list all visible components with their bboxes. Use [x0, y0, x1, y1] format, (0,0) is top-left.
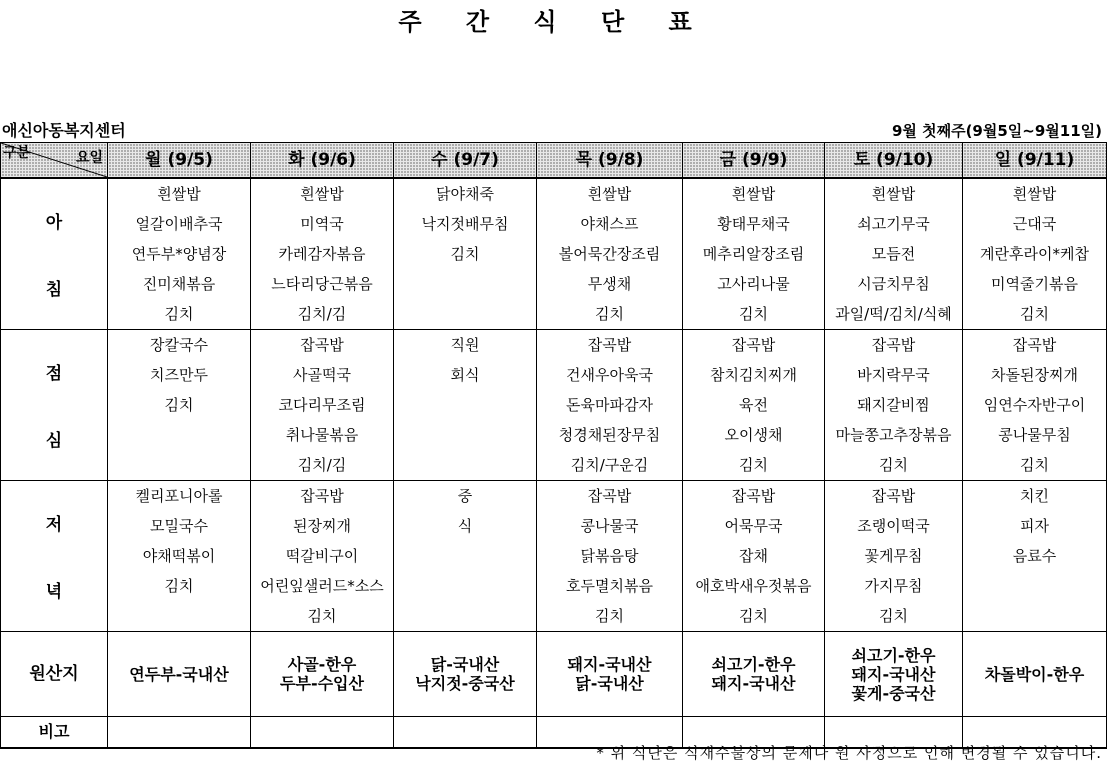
- menu-item: 마늘쫑고추장볶음: [825, 420, 963, 450]
- menu-item: 진미채볶음: [108, 269, 251, 299]
- menu-body: [1, 178, 1107, 632]
- menu-item: 잡곡밥: [825, 481, 963, 512]
- menu-row: [1, 330, 1107, 361]
- menu-item: 김치: [108, 390, 251, 420]
- meal-label: [1, 178, 108, 330]
- menu-item: 볼어묵간장조림: [537, 239, 683, 269]
- menu-item: 치즈만두: [108, 360, 251, 390]
- day-header: 수 (9/7): [394, 143, 537, 179]
- menu-item: 야채떡볶이: [108, 541, 251, 571]
- menu-item: 떡갈비구이: [251, 541, 394, 571]
- menu-row: [1, 541, 1107, 571]
- menu-item: 건새우아욱국: [537, 360, 683, 390]
- note-cell: [251, 717, 394, 749]
- menu-item: 김치: [251, 601, 394, 632]
- note-cell: [394, 717, 537, 749]
- menu-item: 잡곡밥: [683, 330, 825, 361]
- day-header: 금 (9/9): [683, 143, 825, 179]
- week-label: 9월 첫째주(9월5일~9월11일): [891, 122, 1102, 140]
- menu-item: 김치: [963, 450, 1107, 481]
- menu-item: 닭볶음탕: [537, 541, 683, 571]
- note-label: 비고: [1, 717, 108, 749]
- meal-label-bottom: 심: [45, 431, 63, 451]
- center-name: 애신아동복지센터: [2, 121, 126, 140]
- menu-item: 코다리무조림: [251, 390, 394, 420]
- origin-cell: [394, 632, 537, 717]
- menu-item: 사골떡국: [251, 360, 394, 390]
- menu-item: 흰쌀밥: [683, 178, 825, 209]
- menu-item: 임연수자반구이: [963, 390, 1107, 420]
- menu-item: 회식: [394, 360, 537, 390]
- menu-item: 느타리당근볶음: [251, 269, 394, 299]
- menu-item: [394, 450, 537, 481]
- menu-item: [963, 571, 1107, 601]
- menu-item: 미역국: [251, 209, 394, 239]
- origin-line: 돼지-국내산: [567, 655, 652, 674]
- menu-item: 계란후라이*케찹: [963, 239, 1107, 269]
- menu-item: 어린잎샐러드*소스: [251, 571, 394, 601]
- menu-row: [1, 511, 1107, 541]
- menu-item: 흰쌀밥: [963, 178, 1107, 209]
- menu-item: 모듬전: [825, 239, 963, 269]
- menu-item: 흰쌀밥: [251, 178, 394, 209]
- menu-item: 김치: [683, 450, 825, 481]
- menu-item: [108, 420, 251, 450]
- menu-item: 켈리포니아롤: [108, 481, 251, 512]
- menu-row: [1, 420, 1107, 450]
- menu-item: 오이생채: [683, 420, 825, 450]
- menu-item: 돈육마파감자: [537, 390, 683, 420]
- day-header: 목 (9/8): [537, 143, 683, 179]
- menu-item: 무생채: [537, 269, 683, 299]
- menu-item: 과일/떡/김치/식혜: [825, 299, 963, 330]
- menu-item: [108, 601, 251, 632]
- meal-label-bottom: 침: [45, 280, 63, 300]
- origin-line: 두부-수입산: [280, 674, 364, 693]
- menu-item: [394, 420, 537, 450]
- menu-row: [1, 450, 1107, 481]
- menu-item: 닭야채죽: [394, 178, 537, 209]
- origin-line: 꽃게-중국산: [851, 683, 936, 703]
- origin-line: 낙지젓-중국산: [415, 674, 515, 693]
- meal-label-top: 점: [45, 364, 63, 384]
- menu-row: [1, 571, 1107, 601]
- menu-item: 콩나물무침: [963, 420, 1107, 450]
- origin-line: 돼지-국내산: [851, 664, 936, 684]
- page-title: 주 간 식 단 표: [398, 8, 710, 36]
- meal-label: [1, 330, 108, 481]
- menu-item: 치킨: [963, 481, 1107, 512]
- footnote: * 위 식단은 식재수불상의 문제나 원 사정으로 인해 변경될 수 있습니다.: [596, 744, 1102, 762]
- menu-item: 콩나물국: [537, 511, 683, 541]
- menu-row: [1, 390, 1107, 420]
- menu-item: 김치: [108, 571, 251, 601]
- menu-item: 낙지젓배무침: [394, 209, 537, 239]
- menu-item: 직원: [394, 330, 537, 361]
- menu-item: 김치: [825, 450, 963, 481]
- menu-item: 중: [394, 481, 537, 512]
- corner-cell: [1, 143, 108, 179]
- menu-item: [394, 269, 537, 299]
- menu-item: 취나물볶음: [251, 420, 394, 450]
- origin-cell: [963, 632, 1107, 717]
- menu-item: [394, 299, 537, 330]
- menu-item: [394, 541, 537, 571]
- menu-item: 육전: [683, 390, 825, 420]
- corner-label-category: 구분: [3, 145, 31, 161]
- origin-cell: [537, 632, 683, 717]
- menu-item: 김치: [825, 601, 963, 632]
- menu-item: 잡곡밥: [825, 330, 963, 361]
- origin-cell: [108, 632, 251, 717]
- menu-item: 메추리알장조림: [683, 239, 825, 269]
- menu-item: [108, 450, 251, 481]
- header-row: [1, 143, 1107, 179]
- menu-item: [394, 390, 537, 420]
- origin-line: 쇠고기-한우: [711, 655, 796, 674]
- origin-cell: [251, 632, 394, 717]
- menu-item: 돼지갈비찜: [825, 390, 963, 420]
- menu-item: 김치: [683, 601, 825, 632]
- menu-row: [1, 601, 1107, 632]
- menu-item: 김치: [537, 299, 683, 330]
- menu-item: 연두부*양념장: [108, 239, 251, 269]
- meal-label: [1, 481, 108, 632]
- menu-item: 장칼국수: [108, 330, 251, 361]
- menu-item: 야채스프: [537, 209, 683, 239]
- origin-cell: [683, 632, 825, 717]
- menu-item: 잡채: [683, 541, 825, 571]
- menu-item: 음료수: [963, 541, 1107, 571]
- origin-line: 사골-한우: [287, 655, 357, 674]
- origin-label: 원산지: [1, 632, 108, 717]
- menu-item: 잡곡밥: [251, 481, 394, 512]
- menu-item: 가지무침: [825, 571, 963, 601]
- note-cell: [108, 717, 251, 749]
- menu-item: 모밀국수: [108, 511, 251, 541]
- menu-item: 잡곡밥: [537, 481, 683, 512]
- menu-item: 김치: [537, 601, 683, 632]
- menu-item: 잡곡밥: [537, 330, 683, 361]
- menu-item: 얼갈이배추국: [108, 209, 251, 239]
- menu-item: 어묵무국: [683, 511, 825, 541]
- origin-line: 닭-국내산: [430, 655, 500, 674]
- menu-item: 흰쌀밥: [537, 178, 683, 209]
- menu-item: 김치: [683, 299, 825, 330]
- menu-item: 고사리나물: [683, 269, 825, 299]
- menu-item: 피자: [963, 511, 1107, 541]
- menu-item: 바지락무국: [825, 360, 963, 390]
- menu-item: 흰쌀밥: [108, 178, 251, 209]
- menu-item: 애호박새우젓볶음: [683, 571, 825, 601]
- menu-item: [394, 601, 537, 632]
- menu-row: [1, 269, 1107, 299]
- menu-row: [1, 239, 1107, 269]
- menu-item: [963, 601, 1107, 632]
- origin-line: 차돌박이-한우: [984, 664, 1085, 684]
- menu-item: 근대국: [963, 209, 1107, 239]
- meal-label-top: 아: [45, 213, 63, 233]
- menu-item: 참치김치찌개: [683, 360, 825, 390]
- menu-item: 차돌된장찌개: [963, 360, 1107, 390]
- menu-row: [1, 360, 1107, 390]
- origin-line: 닭-국내산: [575, 674, 644, 693]
- menu-item: 김치: [108, 299, 251, 330]
- menu-row: [1, 178, 1107, 209]
- menu-item: 미역줄기볶음: [963, 269, 1107, 299]
- menu-item: 된장찌개: [251, 511, 394, 541]
- menu-item: 식: [394, 511, 537, 541]
- origin-line: 쇠고기-한우: [851, 645, 936, 665]
- day-header: 월 (9/5): [108, 143, 251, 179]
- origin-cell: [825, 632, 963, 717]
- origin-row: [1, 632, 1107, 717]
- menu-item: 잡곡밥: [683, 481, 825, 512]
- meal-label-top: 저: [45, 515, 63, 535]
- corner-label-day: 요일: [75, 150, 103, 166]
- menu-row: [1, 299, 1107, 330]
- menu-item: 황태무채국: [683, 209, 825, 239]
- menu-item: 잡곡밥: [963, 330, 1107, 361]
- day-header: 일 (9/11): [963, 143, 1107, 179]
- menu-item: 김치/구운김: [537, 450, 683, 481]
- menu-item: 잡곡밥: [251, 330, 394, 361]
- weekly-menu-table: [0, 142, 1107, 749]
- menu-item: 김치/김: [251, 299, 394, 330]
- menu-item: 김치: [394, 239, 537, 269]
- menu-row: [1, 209, 1107, 239]
- origin-line: 연두부-국내산: [129, 664, 229, 684]
- menu-item: 꽃게무침: [825, 541, 963, 571]
- menu-item: 김치/김: [251, 450, 394, 481]
- menu-item: 호두멸치볶음: [537, 571, 683, 601]
- menu-item: [394, 571, 537, 601]
- menu-row: [1, 481, 1107, 512]
- day-header: 화 (9/6): [251, 143, 394, 179]
- menu-item: 카레감자볶음: [251, 239, 394, 269]
- menu-item: 김치: [963, 299, 1107, 330]
- menu-item: 조랭이떡국: [825, 511, 963, 541]
- day-header: 토 (9/10): [825, 143, 963, 179]
- menu-item: 쇠고기무국: [825, 209, 963, 239]
- origin-line: 돼지-국내산: [711, 674, 796, 693]
- menu-item: 시금치무침: [825, 269, 963, 299]
- meal-label-bottom: 녁: [45, 582, 63, 602]
- menu-item: 흰쌀밥: [825, 178, 963, 209]
- menu-item: 청경채된장무침: [537, 420, 683, 450]
